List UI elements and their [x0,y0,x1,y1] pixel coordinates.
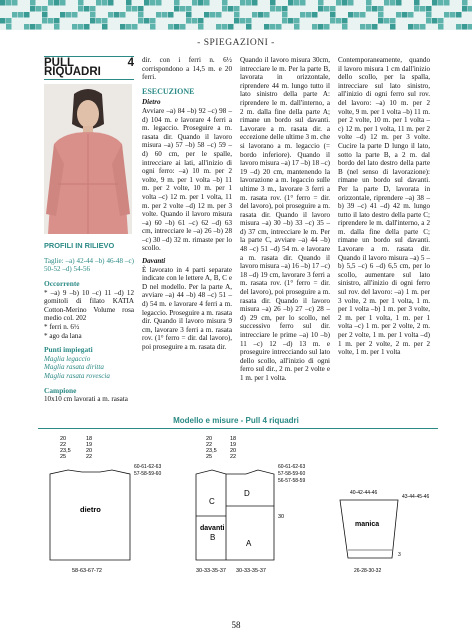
davanti-side-0: 60-61-62-63 [278,464,306,470]
dietro-top-left-1: 22 [60,442,67,448]
col3-text: Quando il lavoro misura 30cm, intrecciare le m. Per la parte B, lavorata in orizzontale, riprendere 44 m. lungo tutto il lato sinistro della parte A: riprendere le m. dall'interno, a 2 m. dalla fine della parte A; rimane un bordo sul davanti. Lavorare a m. rasata dir. a eccezione delle ultime 3 m. che si lavorano a m. legaccio (= bordo inferiore). Quando il lavoro misura –a) 17 –b) 18 –c) 19 –d) 20 cm, mantenendo la lavorazione a m. legaccio sulle ultime 3 m., lavorare 3 ferri a m. rasata rov. (1° ferro = dir. del lavoro), poi proseguire a m. rasata dir. Quando il lavoro misura –a) 30 –b) 33 –c) 35 –d) 37 cm, intrecciare le m. Per la parte C, avviare –a) 44 –b) 48 –c) 51 –d) 54 m. e lavorare a m. rasata dir. Quando il lavoro misura –a) 16 –b) 17 –c) 18 –d) 19 cm, lavorare 3 ferri a m. rasata rov. (1° ferro = dir. del lavoro), poi proseguire a m. rasata dir. Quando il lavoro misura –a) 26 –b) 27 –c) 28 –d) 29 cm, per lo scollo, nel successivo ferro sul dir. intrecciare le prime –a) 10 –b) 11 –c) 12 –d) 13 m. e proseguire intrecciando sul lato dello scollo, all'inizio di ogni ferro sul dir., 2 m. per 2 volte e 1 m. per 1 volta. [240,56,330,382]
punto-rasata-rovescia: Maglia rasata rovescia [44,371,110,380]
diagram-divider [38,428,438,429]
davanti-bottom-right: 30-33-35-37 [236,568,266,574]
davanti-top-left-1: 22 [206,442,213,448]
dietro-side-1: 57-58-59-60 [134,471,162,477]
dietro-label: dietro [80,505,101,514]
dietro-top-left-2: 23,5 [60,448,71,454]
davanti-outline [196,470,274,560]
manica-bottom: 26-28-30-32 [354,568,382,574]
model-photo-illustration [44,84,132,234]
davanti-heading: Davanti [142,257,166,266]
diagram-title: Modello e misure - Pull 4 riquadri [173,416,299,425]
part-b-label: B [210,533,216,542]
dietro-outline [50,470,130,560]
manica-outline [340,500,398,558]
profili-heading: PROFILI IN RILIEVO [44,241,115,251]
davanti-side-1: 57-58-59-60 [278,471,306,477]
davanti-top-right-2: 20 [230,448,237,454]
dietro-heading: Dietro [142,98,161,107]
punto-rasata-diritta: Maglia rasata diritta [44,363,104,372]
knit-pattern-graphic [0,0,472,30]
ferri-text: * ferri n. 6½ [44,322,80,331]
davanti-top-right-1: 19 [230,442,237,448]
pattern-schematic [0,430,472,610]
davanti-schematic [196,436,305,574]
manica-top: 40-42-44-46 [350,490,378,496]
manica-cuff: 3 [398,552,401,558]
campione-heading: Campione [44,385,77,395]
davanti-bottom-left: 30-33-35-37 [196,568,226,574]
dietro-schematic [50,436,161,574]
dietro-top-left-0: 20 [60,436,67,442]
punto-legaccio: Maglia legaccio [44,354,91,363]
dietro-top-right-3: 22 [86,454,93,460]
occorrente-text: * –a) 9 –b) 10 –c) 11 –d) 12 gomitoli di filato KATIA Cotton-Merino Volume rosa medio col. 202 [44,288,134,323]
section-header: - SPIEGAZIONI - [197,38,275,48]
part-d-label: D [244,489,250,498]
punti-heading: Punti impiegati [44,345,93,355]
dietro-top-right-2: 20 [86,448,93,454]
dietro-top-right-0: 18 [86,436,93,442]
column-3 [240,56,330,383]
part-a-label: A [246,539,252,548]
campione-continued: dir. con i ferri n. 6½ corrispondono a 14,5 m. e 20 ferri. [142,56,232,82]
column-4 [338,56,430,357]
pattern-title: PULL 4 RIQUADRI [44,56,134,80]
manica-schematic [340,490,429,574]
occorrente-heading: Occorrente [44,278,80,288]
davanti-text: È lavorato in 4 parti separate indicate con le lettere A, B, C e D nel modello. Per la parte A, avviare –a) 44 –b) 48 –c) 51 –d) 54 m. e lavorare 4 ferri a m. legaccio. Proseguire a m. rasata dir. Quando il lavoro misura 9 cm, lavorare 3 ferri a m. rasata rov. (1° ferro = dir. dal lavoro), poi proseguire a m. rasata dir. [142,265,232,351]
davanti-side-2: 56-57-58-59 [278,478,306,484]
ago-text: * ago da lana [44,331,82,340]
part-c-label: C [209,497,215,506]
esecuzione-heading: ESECUZIONE [142,86,195,96]
column-2 [142,56,232,352]
column-1 [44,56,134,404]
col4-text: Contemporaneamente, quando il lavoro misura 1 cm dall'inizio dello scollo, per la spalla, intrecciare sul lato sinistro, all'inizio di ogni ferro sul rov. del lavoro: –a) 10 m. per 2 volte, 9 m. per 1 volta –b) 11 m. per 2 volte, 10 m. per 1 volta –c) 12 m. per 1 volta, 11 m. per 2 volte –d) 12 m. per 3 volte. Cucire la parte D lungo il lato, sotto la parte B, a 2 m. dal bordo del lato destro della parte B (nel senso di lavorazione): rimane un bordo sul davanti. Per la parte D, lavorata in orizzontale, riprendere –a) 38 –b) 39 –c) 41 –d) 42 m. lungo tutto il lato destro della parte C; riprendere le m. dall'interno, a 2 m. dalla fine della parte C; rimane un bordo sul davanti. Lavorare a m. rasata dir. Quando il lavoro misura –a) 5 –b) 5,5 –c) 6 –d) 6,5 cm, per lo scollo, aumentare sul lato sinistro, all'inizio di ogni ferro sul rov. del lavoro: –a) 1 m. per 3 volte, 2 m. per 1 volta, 1 m. per 1 volta –b) 1 m. per 3 volte, 2 m. per 1 volta, 1 m. per 1 volta –c) 1 m. per 2 volte, 2 m. per 2 volte, 1 m. per 1 volta –d) 1 m. per 2 volte, 2 m. per 2 volte, 1 m. per 1 volta [338,56,430,357]
manica-side: 43-44-45-46 [402,494,430,500]
dietro-side-0: 60-61-62-63 [134,464,162,470]
dietro-text: Avviare –a) 84 –b) 92 –c) 98 –d) 104 m. e lavorare 4 ferri a m. legaccio. Proseguire a m. rasata dir. Quando il lavoro misura –a) 57 –b) 58 –c) 59 –d) 60 cm, per le spalle, intrecciare ai lati, all'inizio di ogni ferro: –a) 10 m. per 2 volte, 9 m. per 1 volta –b) 11 m. per 2 volte, 10 m. per 1 volta –c) 12 m. per 1 volta, 11 m. per 2 volte –d) 12 m. per 3 volte. Quando il lavoro misura –a) 60 –b) 61 –c) 62 –d) 63 cm, intrecciare le –a) 26 –b) 28 –c) 30 –d) 32 m. rimaste per lo scollo. [142,106,232,253]
dietro-top-right-1: 19 [86,442,93,448]
davanti-top-left-3: 25 [206,454,213,460]
model-photo [44,84,132,234]
page-number: 58 [231,620,241,630]
decorative-knit-band [0,0,472,30]
davanti-top-right-3: 22 [230,454,237,460]
campione-text: 10x10 cm lavorati a m. rasata [44,395,128,404]
taglie-text: Taglie: –a) 42-44 –b) 46-48 –c) 50-52 –d) 54-56 [44,256,134,274]
manica-label: manica [355,521,380,528]
davanti-top-left-0: 20 [206,436,213,442]
dietro-bottom: 58-63-67-72 [72,568,102,574]
davanti-mid-measure: 30 [278,514,285,520]
davanti-label: davanti [200,525,225,532]
dietro-top-left-3: 25 [60,454,67,460]
davanti-top-left-2: 23,5 [206,448,217,454]
davanti-top-right-0: 18 [230,436,237,442]
